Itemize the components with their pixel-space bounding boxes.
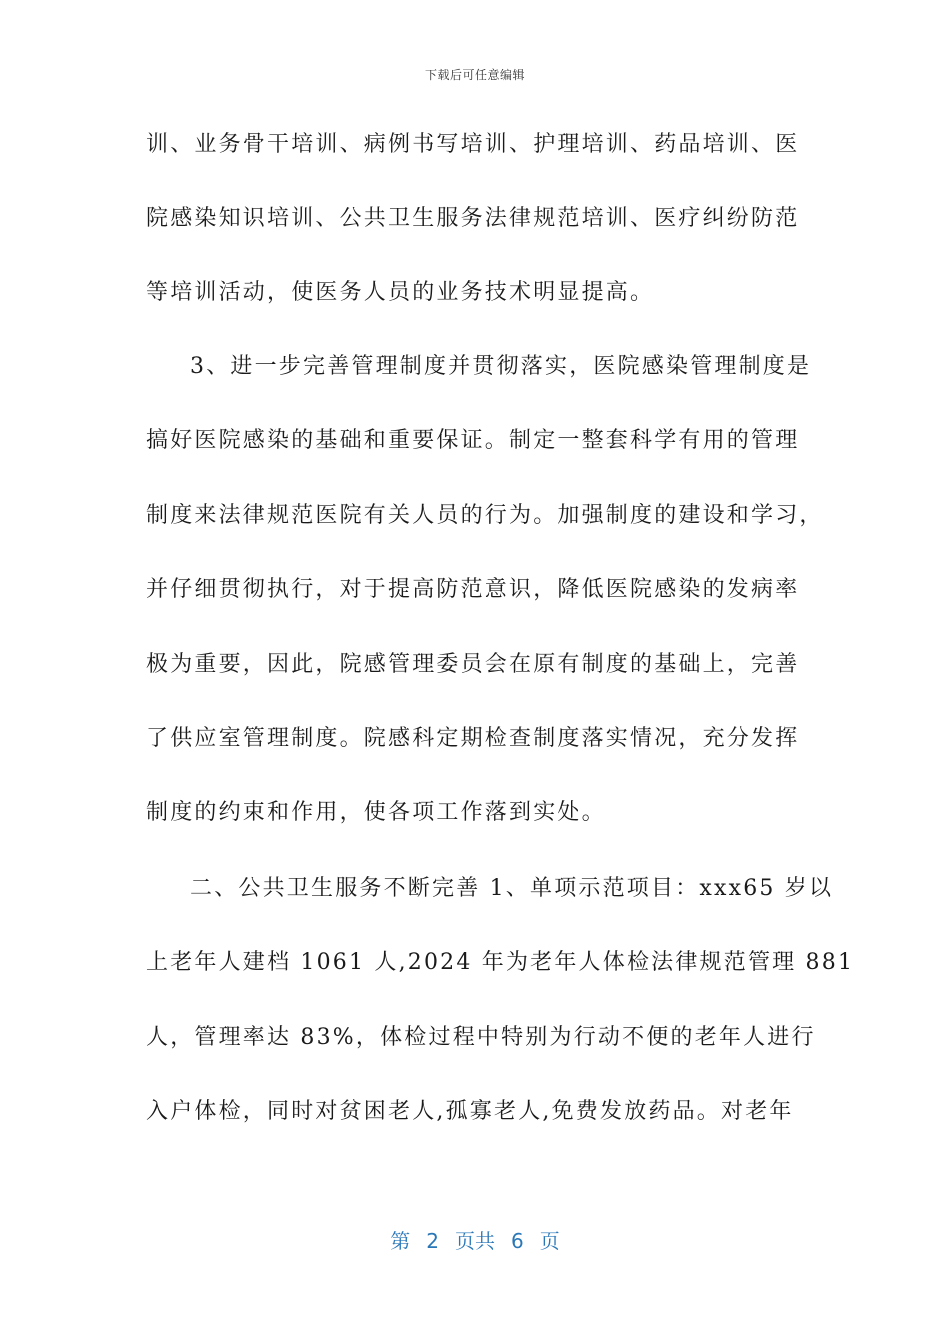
page-footer bbox=[0, 1225, 950, 1254]
paragraph-line: 院感染知识培训、公共卫生服务法律规范培训、医疗纠纷防范 bbox=[146, 206, 800, 231]
paragraph-line: 制度来法律规范医院有关人员的行为。加强制度的建设和学习， bbox=[146, 503, 824, 528]
paragraph-line: 入户体检，同时对贫困老人,孤寡老人,免费发放药品。对老年 bbox=[146, 1099, 794, 1124]
paragraph-line: 训、业务骨干培训、病例书写培训、护理培训、药品培训、医 bbox=[146, 132, 800, 157]
paragraph-line: 3、进一步完善管理制度并贯彻落实，医院感染管理制度是 bbox=[190, 354, 812, 379]
paragraph-line: 极为重要，因此，院感管理委员会在原有制度的基础上，完善 bbox=[146, 652, 800, 677]
footer-suffix: 页 bbox=[539, 1229, 560, 1253]
paragraph-line: 制度的约束和作用，使各项工作落到实处。 bbox=[146, 800, 606, 825]
paragraph-line: 搞好医院感染的基础和重要保证。制定一整套科学有用的管理 bbox=[146, 428, 800, 453]
footer-total-pages: 6 bbox=[511, 1229, 524, 1253]
paragraph-line: 人，管理率达 83%，体检过程中特别为行动不便的老年人进行 bbox=[146, 1025, 816, 1050]
page-header-note: 下载后可任意编辑 bbox=[424, 68, 525, 82]
paragraph-line: 并仔细贯彻执行，对于提高防范意识，降低医院感染的发病率 bbox=[146, 577, 800, 602]
paragraph-line: 二、公共卫生服务不断完善 1、单项示范项目：xxx65 岁以 bbox=[190, 876, 834, 901]
paragraph-line: 了供应室管理制度。院感科定期检查制度落实情况，充分发挥 bbox=[146, 726, 800, 751]
footer-middle: 页共 bbox=[455, 1229, 495, 1253]
footer-current-page: 2 bbox=[426, 1229, 439, 1253]
paragraph-line: 等培训活动，使医务人员的业务技术明显提高。 bbox=[146, 280, 655, 305]
paragraph-line: 上老年人建档 1061 人,2024 年为老年人体检法律规范管理 881 bbox=[146, 950, 855, 975]
footer-prefix: 第 bbox=[390, 1229, 411, 1253]
